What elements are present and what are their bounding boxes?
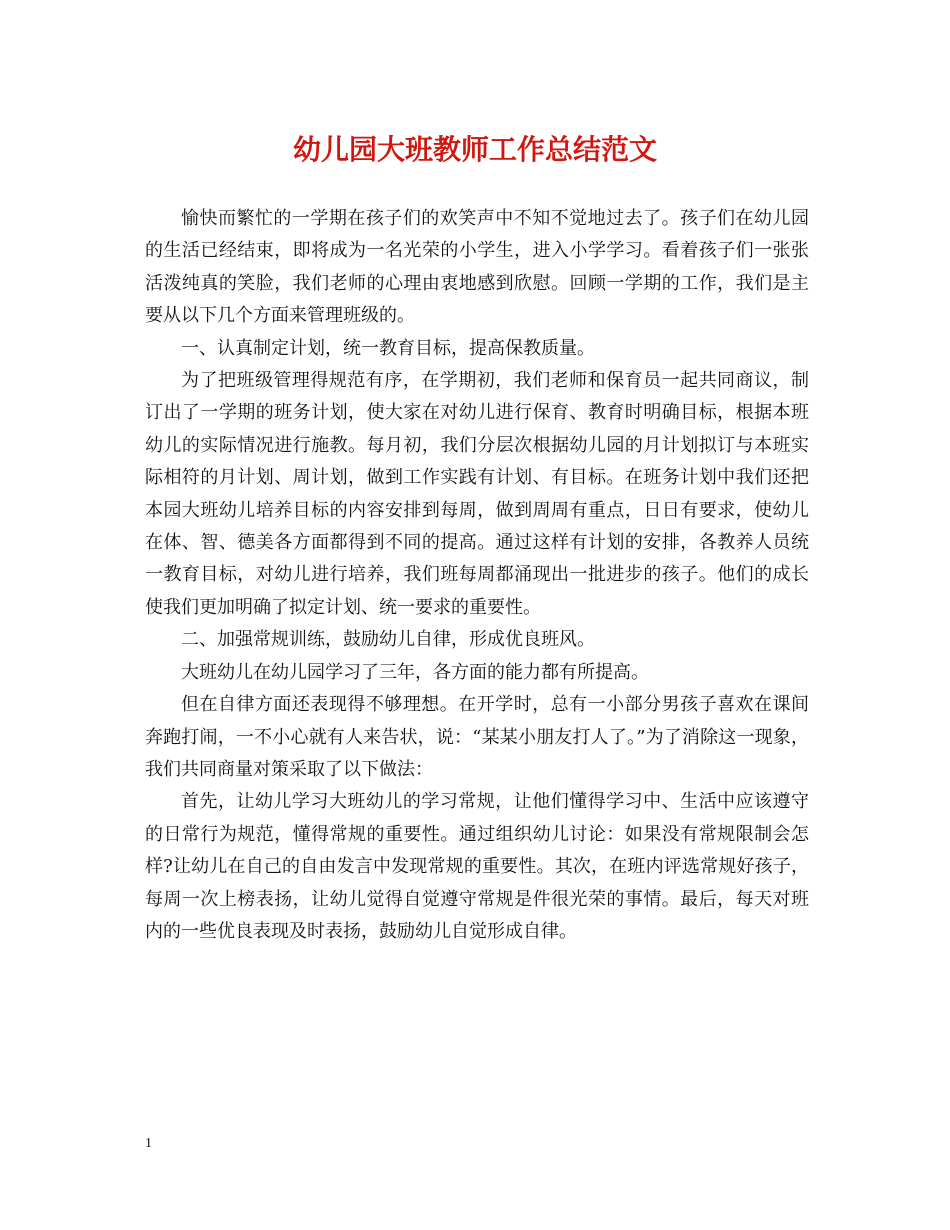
section-heading-routine: 二、加强常规训练，鼓励幼儿自律，形成优良班风。 <box>181 629 595 651</box>
paragraph-routine-measures: 首先，让幼儿学习大班幼儿的学习常规，让他们懂得学习中、生活中应该遵守的日常行为规范，懂得常规的重要性。通过组织幼儿讨论：如果没有常规限制会怎样?让幼儿在自己的自由发言中发现常规的重要性。其次，在班内评选常规好孩子，每周一次上榜表扬，让幼儿觉得自觉遵守常规是件很光荣的事情。最后，每天对班内的一些优良表现及时表扬，鼓励幼儿自觉形成自律。 <box>145 791 809 942</box>
paragraph-plan-details: 为了把班级管理得规范有序，在学期初，我们老师和保育员一起共同商议，制订出了一学期的班务计划，使大家在对幼儿进行保育、教育时明确目标，根据本班幼儿的实际情况进行施教。每月初，我们分层次根据幼儿园的月计划拟订与本班实际相符的月计划、周计划，做到工作实践有计划、有目标。在班务计划中我们还把本园大班幼儿培养目标的内容安排到每周，做到周周有重点，日日有要求，使幼儿在体、智、德美各方面都得到不同的提高。通过这样有计划的安排，各教养人员统一教育目标，对幼儿进行培养，我们班每周都涌现出一批进步的孩子。他们的成长使我们更加明确了拟定计划、统一要求的重要性。 <box>145 370 809 618</box>
paragraph-intro: 愉快而繁忙的一学期在孩子们的欢笑声中不知不觉地过去了。孩子们在幼儿园的生活已经结束，即将成为一名光荣的小学生，进入小学学习。看着孩子们一张张活泼纯真的笑脸，我们老师的心理由衷地感到欣慰。回顾一学期的工作，我们是主要从以下几个方面来管理班级的。 <box>145 208 809 327</box>
paragraph-routine-problem: 但在自律方面还表现得不够理想。在开学时，总有一小部分男孩子喜欢在课间奔跑打闹，一不小心就有人来告状，说：“某某小朋友打人了。”为了消除这一现象，我们共同商量对策采取了以下做法： <box>145 694 809 780</box>
document-title: 幼儿园大班教师工作总结范文 <box>292 133 657 166</box>
section-heading-plan: 一、认真制定计划，统一教育目标，提高保教质量。 <box>181 337 595 359</box>
page-number: 1 <box>145 1136 152 1151</box>
document-body <box>145 203 809 948</box>
paragraph-routine-intro: 大班幼儿在幼儿园学习了三年，各方面的能力都有所提高。 <box>181 661 649 683</box>
